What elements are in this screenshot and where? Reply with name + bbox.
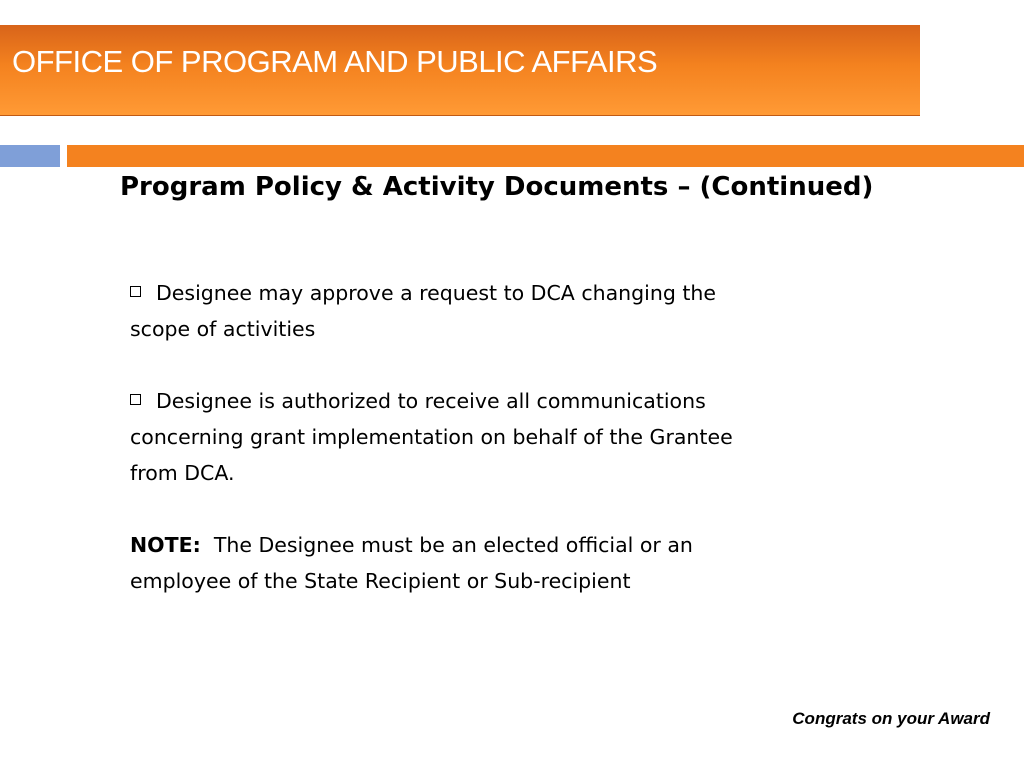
paragraph-spacer [130, 347, 830, 383]
note-text-line: The Designee must be an elected official or an [213, 533, 693, 557]
bullet-text-line: Designee is authorized to receive all communications [156, 389, 706, 413]
slide-body [130, 275, 830, 599]
hollow-square-bullet-icon [130, 286, 141, 297]
paragraph-spacer [130, 491, 830, 527]
note-text-line: employee of the State Recipient or Sub-recipient [130, 569, 631, 593]
accent-bar-orange [67, 145, 1024, 167]
hollow-square-bullet-icon [130, 394, 141, 405]
bullet-item [130, 275, 830, 347]
header-banner [0, 25, 920, 116]
footer-text: Congrats on your Award [792, 709, 990, 728]
header-title: OFFICE OF PROGRAM AND PUBLIC AFFAIRS [12, 44, 658, 79]
bullet-text-line: Designee may approve a request to DCA changing the [156, 281, 717, 305]
bullet-text-line: from DCA. [130, 461, 235, 485]
accent-bar-blue [0, 145, 60, 167]
note-label: NOTE: [130, 533, 201, 557]
bullet-text-line: scope of activities [130, 317, 316, 341]
bullet-text-line: concerning grant implementation on behalf of the Grantee [130, 425, 733, 449]
slide-subtitle: Program Policy & Activity Documents – (Continued) [120, 172, 874, 202]
bullet-item [130, 383, 830, 491]
note-paragraph [130, 527, 830, 599]
